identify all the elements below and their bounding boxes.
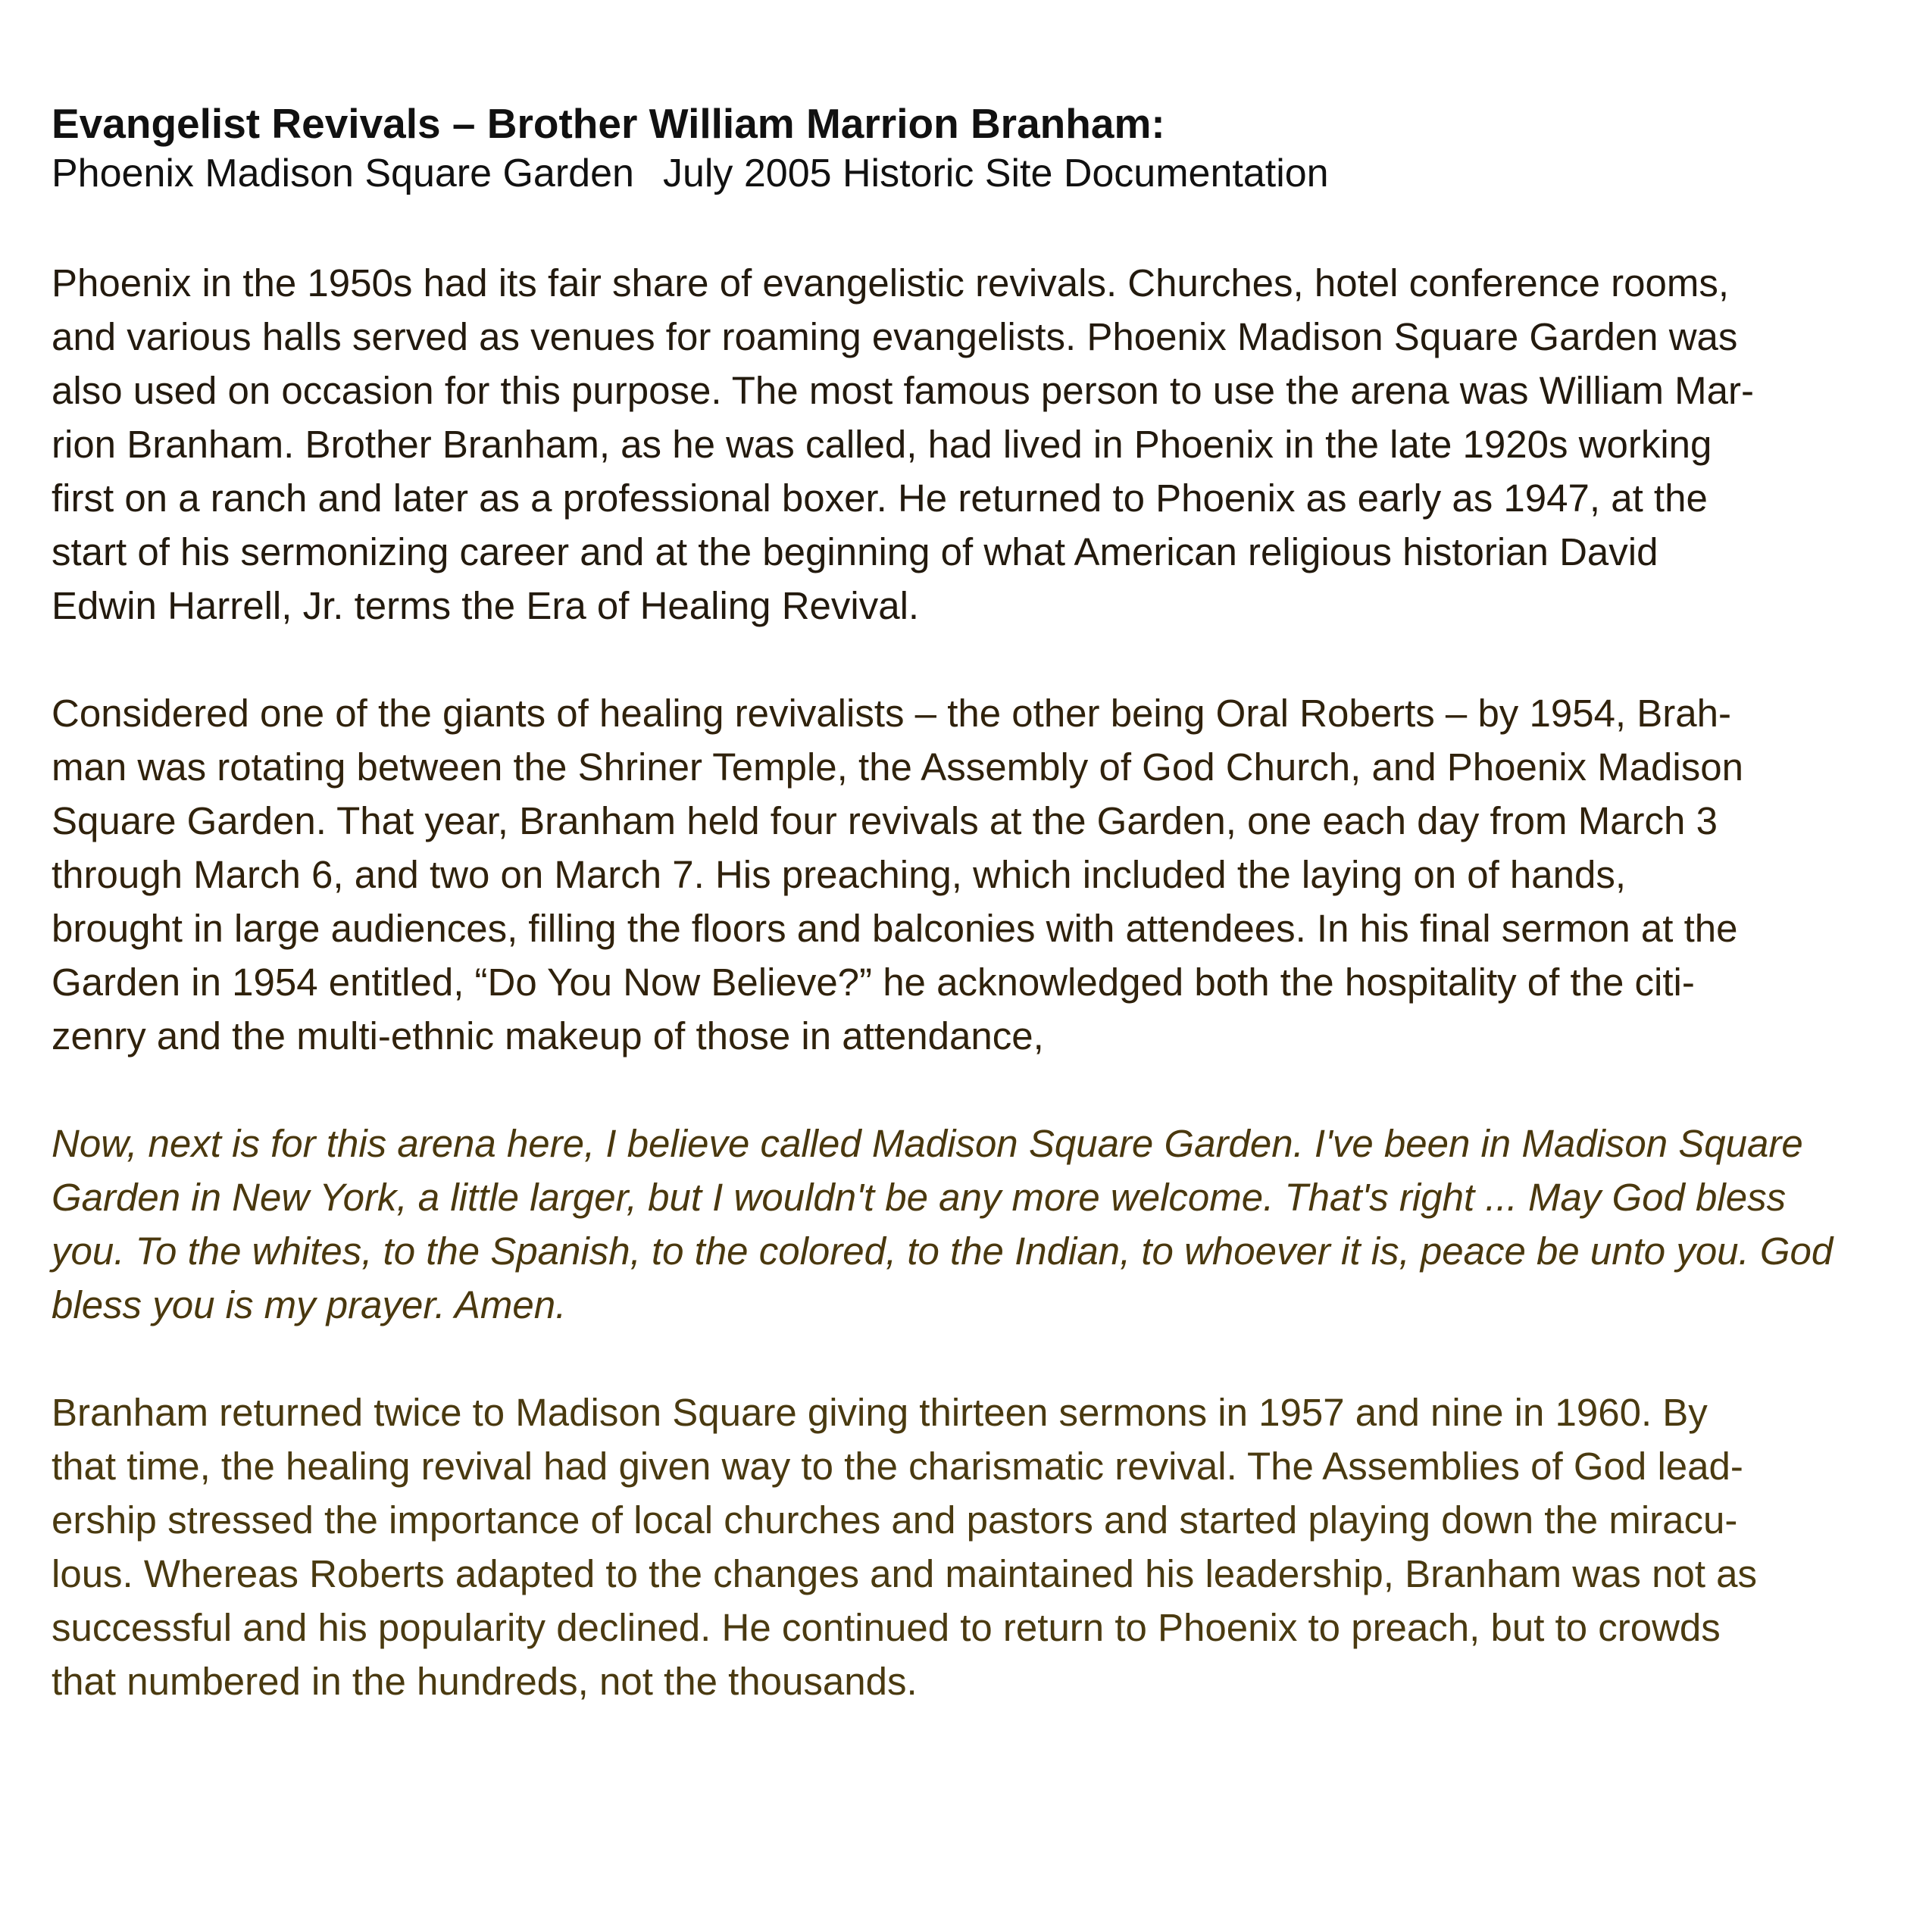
paragraph-healing-revivals [52, 686, 1900, 1063]
text-line: successful and his popularity declined. He continued to return to Phoenix to preach, but to crowds [52, 1606, 1721, 1649]
subtitle-location: Phoenix Madison Square Garden [52, 152, 634, 195]
text-line: that numbered in the hundreds, not the thousands. [52, 1660, 918, 1703]
subtitle-date: July 2005 Historic Site Documentation [662, 152, 1329, 195]
text-line: also used on occasion for this purpose. The most famous person to use the arena was William Mar- [52, 369, 1754, 412]
text-line: start of his sermonizing career and at the beginning of what American religious historian David [52, 530, 1658, 573]
text-line: lous. Whereas Roberts adapted to the changes and maintained his leadership, Branham was not as [52, 1552, 1758, 1595]
quote-line: Now, next is for this arena here, I believe called Madison Square Garden. I've been in Madison Square [52, 1122, 1803, 1165]
text-line: Edwin Harrell, Jr. terms the Era of Healing Revival. [52, 584, 920, 627]
text-line: and various halls served as venues for roaming evangelists. Phoenix Madison Square Garden was [52, 315, 1738, 358]
document-title: Evangelist Revivals – Brother William Marrion Branham: [52, 100, 1165, 147]
text-line: Considered one of the giants of healing revivalists – the other being Oral Roberts – by 1954, Brah- [52, 692, 1731, 735]
paragraph-intro [52, 256, 1900, 633]
sermon-quote [52, 1117, 1900, 1332]
text-line: Phoenix in the 1950s had its fair share of evangelistic revivals. Churches, hotel conference rooms, [52, 261, 1730, 305]
paragraph-later-years [52, 1386, 1900, 1708]
text-line: through March 6, and two on March 7. His preaching, which included the laying on of hands, [52, 853, 1627, 896]
text-line: brought in large audiences, filling the floors and balconies with attendees. In his final sermon at the [52, 907, 1738, 950]
quote-line: Garden in New York, a little larger, but I wouldn't be any more welcome. That's right ... May God bless [52, 1176, 1787, 1219]
document-page [52, 98, 1900, 1708]
text-line: rion Branham. Brother Branham, as he was called, had lived in Phoenix in the late 1920s working [52, 423, 1712, 466]
text-line: Garden in 1954 entitled, “Do You Now Believe?” he acknowledged both the hospitality of the citi- [52, 961, 1695, 1004]
text-line: Branham returned twice to Madison Square giving thirteen sermons in 1957 and nine in 1960. By [52, 1391, 1708, 1434]
text-line: zenry and the multi-ethnic makeup of those in attendance, [52, 1014, 1044, 1058]
text-line: man was rotating between the Shriner Temple, the Assembly of God Church, and Phoenix Madison [52, 745, 1743, 789]
document-subtitle [52, 148, 1900, 198]
quote-line: you. To the whites, to the Spanish, to the colored, to the Indian, to whoever it is, peace be unto you. God [52, 1229, 1834, 1273]
text-line: that time, the healing revival had given way to the charismatic revival. The Assemblies of God lead- [52, 1445, 1743, 1488]
text-line: Square Garden. That year, Branham held four revivals at the Garden, one each day from March 3 [52, 799, 1718, 842]
text-line: first on a ranch and later as a professional boxer. He returned to Phoenix as early as 1947, at the [52, 476, 1708, 520]
text-line: ership stressed the importance of local churches and pastors and started playing down the miracu- [52, 1498, 1738, 1542]
quote-line: bless you is my prayer. Amen. [52, 1283, 567, 1326]
